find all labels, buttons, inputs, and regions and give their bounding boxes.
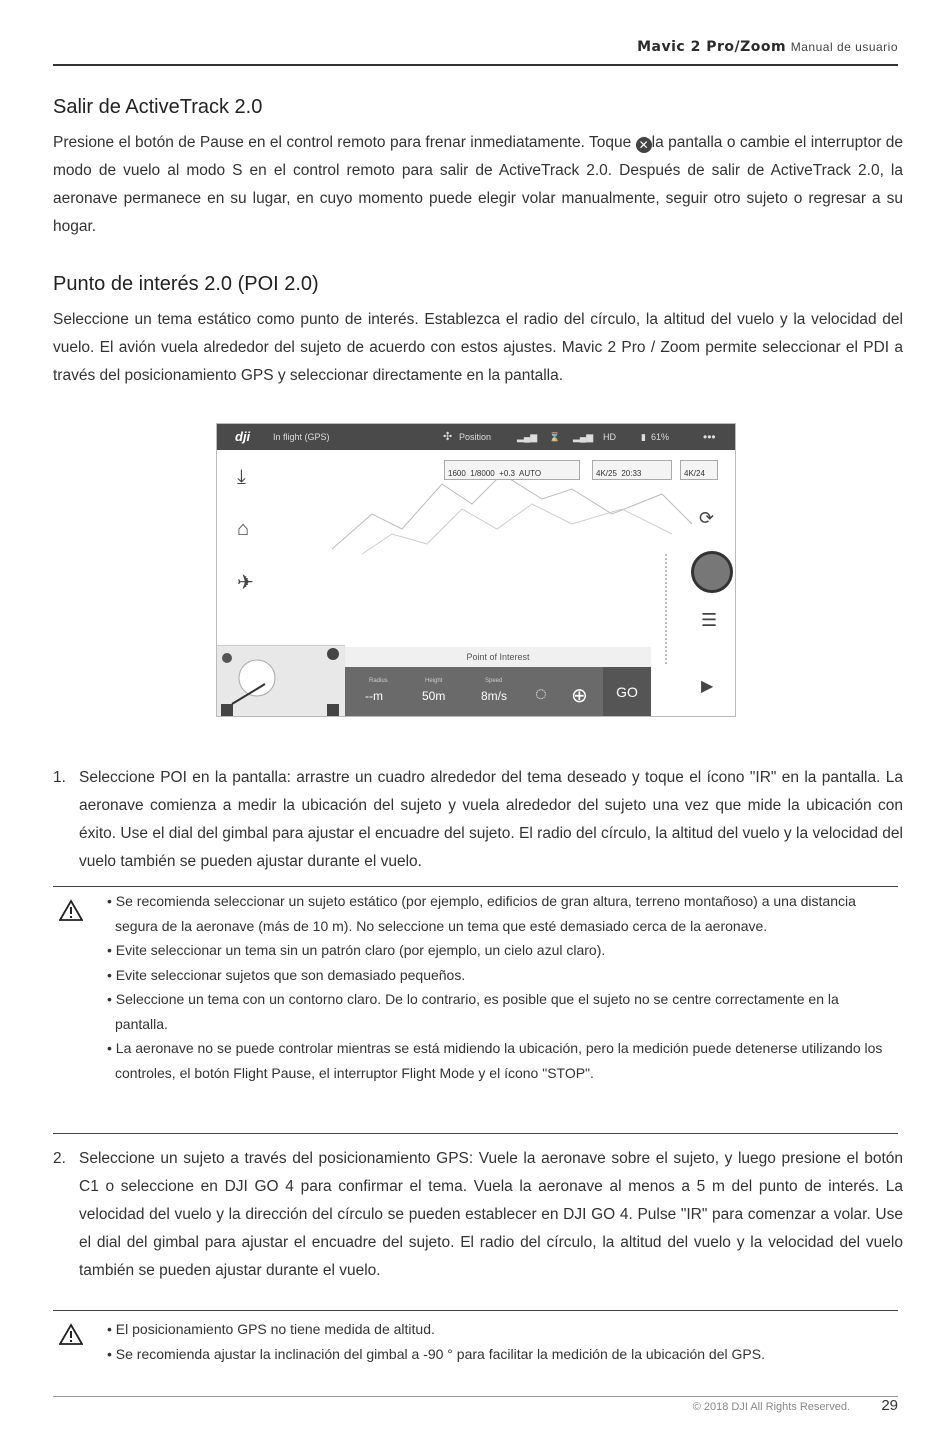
note-item: • Evite seleccionar un tema sin un patrón claro (por ejemplo, un cielo azul claro).: [107, 942, 606, 958]
step-text: Seleccione un sujeto a través del posicionamiento GPS: Vuele la aeronave sobre el sujeto, y luego presione el botón C1 o seleccione en DJI GO 4 para confirmar el tema. Vuela la aeronave al menos a 5 m del punto de interés. La velocidad del vuelo y la dirección del círculo se pueden establecer en DJI GO 4. Pulse "IR" para comenzar a volar. Use el dial del gimbal para ajustar el encuadre del sujeto. El radio del círculo, la altitud del vuelo y la velocidad del vuelo también se pueden ajustar durante el vuelo.: [79, 1150, 903, 1279]
map-drawing: [217, 646, 345, 717]
app-screenshot: [216, 423, 736, 717]
battery-icon: ▮: [641, 432, 646, 442]
warning-note-1: [53, 886, 898, 1134]
iso-value: 1600: [448, 469, 466, 478]
mini-map[interactable]: [217, 645, 345, 717]
ev-value: +0.3: [499, 469, 515, 478]
close-circle-icon: ✕: [636, 137, 652, 153]
target-icon[interactable]: ⊕: [571, 685, 588, 707]
intelligent-flight-icon[interactable]: ✈: [237, 572, 254, 594]
playback-icon[interactable]: ▶: [701, 678, 714, 695]
note-item: • Evite seleccionar sujetos que son demasiado pequeños.: [107, 966, 466, 983]
step-2: [53, 1145, 903, 1285]
note-list: [107, 889, 888, 1085]
obstacle-icon: ⌛: [549, 432, 561, 442]
warning-icon: [59, 899, 83, 921]
section-paragraph: Seleccione un tema estático como punto de interés. Establezca el radio del círculo, la altitud del vuelo y la velocidad del vuelo. El avión vuela alrededor del sujeto de acuerdo con estos ajustes. Mavic 2 Pro / Zoom permite seleccionar el PDI a través del posicionamiento GPS y seleccionar directamente en la pantalla.: [53, 311, 903, 384]
page-header: [53, 36, 898, 66]
copyright: © 2018 DJI All Rights Reserved.: [692, 1401, 850, 1413]
camera-settings-box[interactable]: [444, 460, 580, 480]
shutter-value: 1/8000: [470, 469, 495, 478]
remote-signal-icon: ▂▄▆: [573, 432, 594, 442]
note-item: • Se recomienda seleccionar un sujeto estático (por ejemplo, edificios de gran altura, terreno montañoso) a una distancia segura de la aeronave (más de 10 m). No seleccione un tema que esté demasiado cerca de la aeronave.: [107, 893, 856, 934]
battery-level: 61%: [651, 432, 670, 442]
step-number: 2.: [53, 1150, 66, 1167]
go-button[interactable]: GO: [603, 667, 651, 717]
capacity-value: 20:33: [621, 469, 642, 478]
more-menu-icon[interactable]: •••: [703, 430, 716, 444]
camera-switch-icon[interactable]: ⟳: [699, 508, 715, 528]
step-1: [53, 764, 903, 876]
direction-icon[interactable]: ◌: [535, 683, 547, 705]
height-label: Height: [425, 678, 443, 684]
warning-note-2: [53, 1310, 898, 1396]
height-value[interactable]: 50m: [422, 689, 446, 703]
wb-value: AUTO: [518, 469, 542, 478]
app-top-bar: [217, 424, 735, 450]
dji-logo: dji: [235, 429, 251, 444]
drone-icon: ✣: [443, 431, 453, 443]
speed-value[interactable]: 8m/s: [481, 689, 508, 703]
header-title: [637, 38, 898, 55]
poi-panel: [345, 647, 651, 717]
step-text: Seleccione POI en la pantalla: arrastre un cuadro alrededor del tema deseado y toque el ícono "IR" en la pantalla. La aeronave comienza a medir la ubicación del sujeto y vuela alrededor del sujeto una vez que mide la ubicación con éxito. Use el dial del gimbal para ajustar el encuadre del sujeto. El radio del círculo, la altitud del vuelo y la velocidad del vuelo también se pueden ajustar durante el vuelo.: [79, 769, 903, 870]
exposure-scale[interactable]: [665, 554, 669, 664]
camera-settings-icon[interactable]: ☰: [701, 610, 718, 630]
page-footer: [53, 1396, 898, 1414]
video-resolution: 4K/25: [596, 469, 617, 478]
note-item: • El posicionamiento GPS no tiene medida de altitud.: [107, 1321, 435, 1337]
warning-icon: [59, 1323, 83, 1345]
section-paragraph: [53, 129, 903, 241]
section-exit-activetrack: [53, 96, 903, 241]
format-box[interactable]: [680, 460, 718, 480]
page-number: 29: [881, 1397, 898, 1414]
step-item: [53, 764, 903, 876]
step-item: [53, 1145, 903, 1285]
header-product: Mavic 2 Pro/Zoom: [637, 39, 787, 55]
shutter-button[interactable]: [691, 551, 733, 593]
flight-status: In flight (GPS): [273, 432, 330, 442]
header-subtitle: Manual de usuario: [790, 40, 898, 54]
poi-panel-title: Point of Interest: [345, 647, 651, 667]
return-home-icon[interactable]: ⌂: [237, 518, 250, 540]
video-format: 4K/24: [684, 469, 705, 478]
note-item: • Se recomienda ajustar la inclinación del gimbal a -90 ° para facilitar la medición de la ubicación del GPS.: [107, 1345, 765, 1362]
paragraph-text-start: Presione el botón de Pause en el control remoto para frenar inmediatamente. Toque: [53, 134, 636, 151]
hd-signal: HD: [603, 432, 616, 442]
note-list: [107, 1317, 888, 1366]
gps-signal-icon: ▂▄▆: [517, 432, 538, 442]
section-poi: [53, 273, 903, 390]
section-title: Salir de ActiveTrack 2.0: [53, 96, 263, 118]
flight-mode: Position: [459, 432, 492, 442]
takeoff-icon[interactable]: ⤓: [237, 466, 246, 488]
radius-value[interactable]: --m: [365, 689, 383, 703]
paragraph-text-end: la pantalla o cambie el interruptor de modo de vuelo al modo S en el control remoto para salir de ActiveTrack 2.0. Después de salir de ActiveTrack 2.0, la aeronave permanece en su lugar, en cuyo momento puede elegir volar manualmente, seguir otro sujeto o regresar a su hogar.: [53, 134, 904, 235]
speed-label: Speed: [485, 678, 503, 684]
note-item: • Seleccione un tema con un contorno claro. De lo contrario, es posible que el sujeto no se centre correctamente en la pantalla.: [107, 991, 839, 1032]
step-number: 1.: [53, 769, 66, 786]
radius-label: Radius: [369, 678, 388, 684]
note-item: • La aeronave no se puede controlar mientras se está midiendo la ubicación, pero la medición puede detenerse utilizando los controles, el botón Flight Pause, el interruptor Flight Mode y el ícono "STOP".: [107, 1040, 883, 1081]
video-settings-box[interactable]: [592, 460, 672, 480]
section-title: Punto de interés 2.0 (POI 2.0): [53, 273, 319, 295]
